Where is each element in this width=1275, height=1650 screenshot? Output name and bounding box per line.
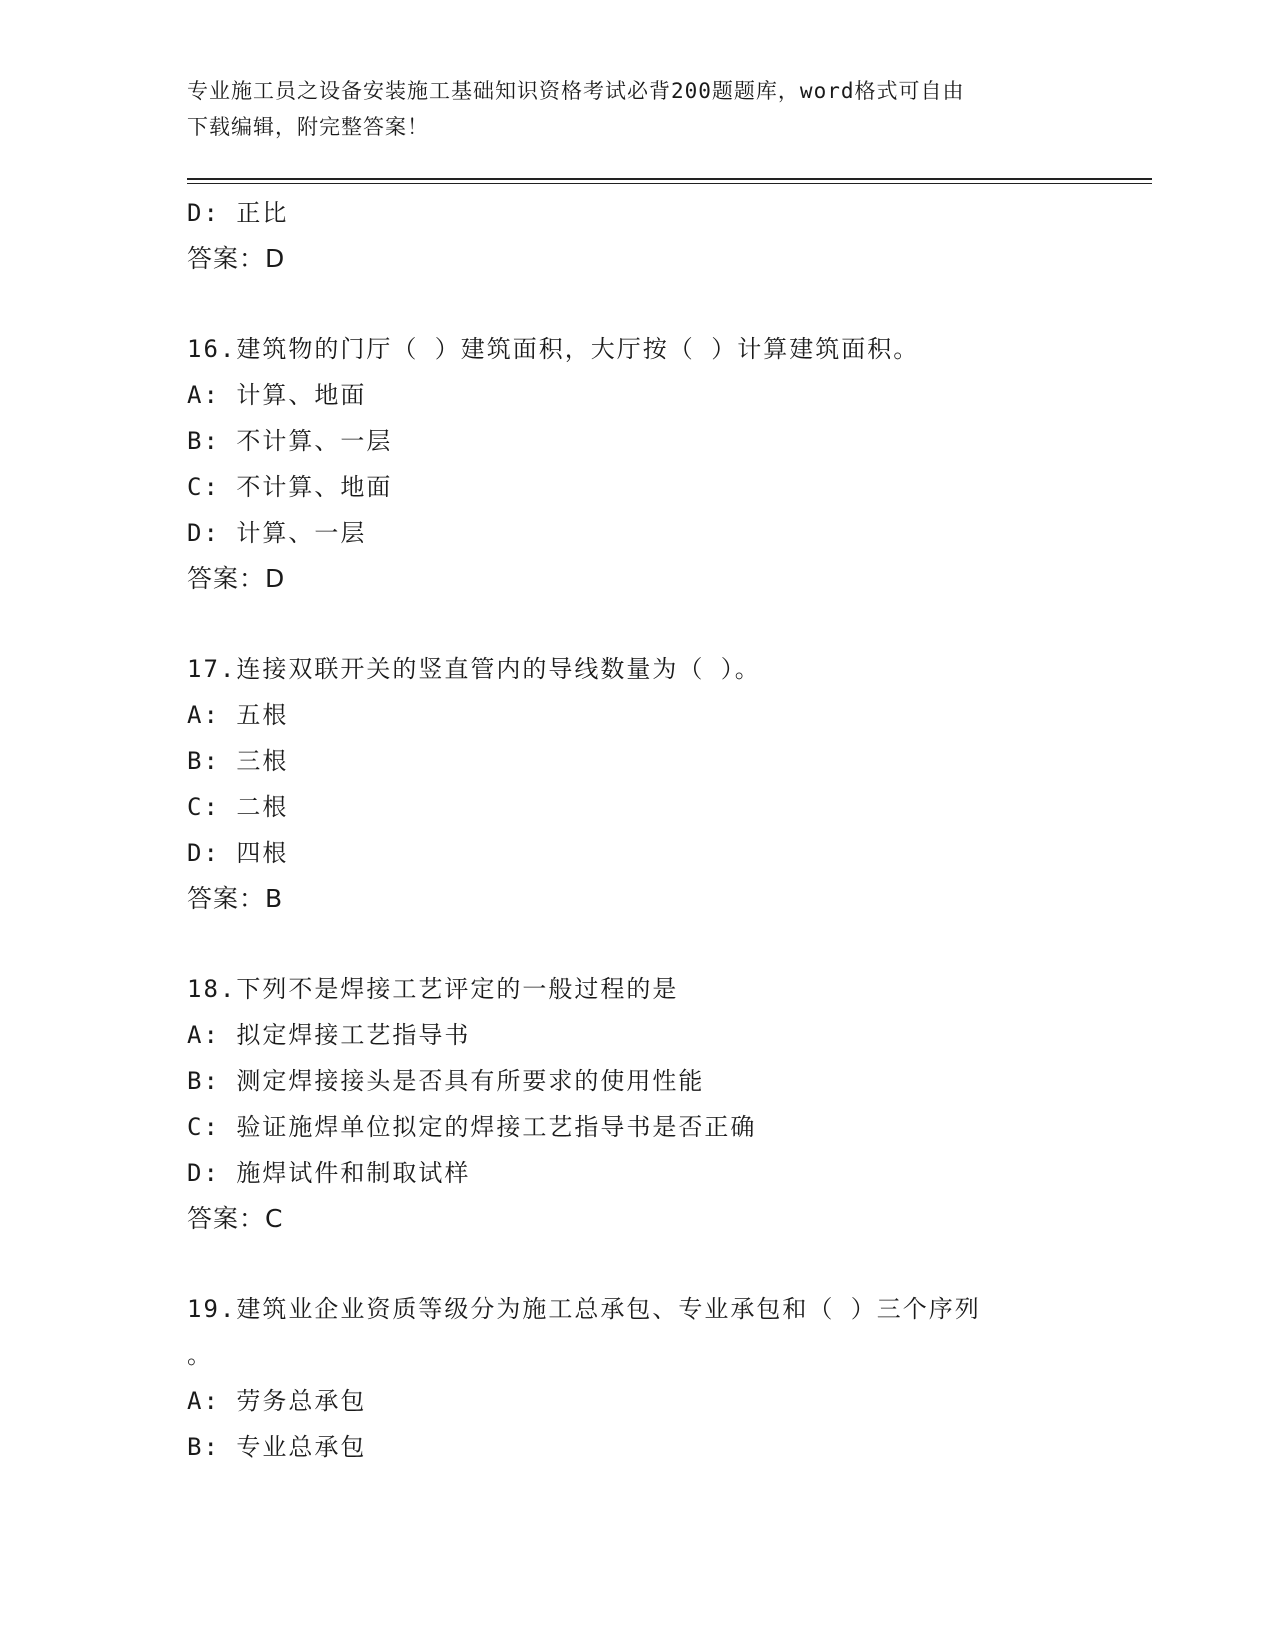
option-a: A: 劳务总承包 (187, 1387, 367, 1415)
option-b: B: 三根 (187, 747, 289, 775)
answer: 答案：D (187, 564, 286, 593)
spacer (187, 922, 1087, 966)
option-d: D: 正比 (187, 199, 289, 227)
option-d: D: 计算、一层 (187, 519, 367, 547)
option-b: B: 测定焊接接头是否具有所要求的使用性能 (187, 1067, 705, 1095)
header-line-2: 下载编辑，附完整答案！ (187, 115, 429, 139)
question-stem: 17.连接双联开关的竖直管内的导线数量为（ ）。 (187, 655, 761, 683)
question-19 (187, 1286, 1087, 1470)
question-content (187, 190, 1087, 1470)
option-c: C: 不计算、地面 (187, 473, 393, 501)
header-divider (187, 178, 1152, 184)
spacer (187, 1242, 1087, 1286)
question-stem: 18.下列不是焊接工艺评定的一般过程的是 (187, 975, 679, 1003)
option-b: B: 专业总承包 (187, 1433, 367, 1461)
answer: 答案：C (187, 1204, 284, 1233)
answer: 答案：B (187, 884, 284, 913)
page-header (187, 73, 1087, 145)
option-c: C: 验证施焊单位拟定的焊接工艺指导书是否正确 (187, 1113, 757, 1141)
option-c: C: 二根 (187, 793, 289, 821)
header-line-1: 专业施工员之设备安装施工基础知识资格考试必背200题题库，word格式可自由 (187, 79, 965, 103)
option-a: A: 拟定焊接工艺指导书 (187, 1021, 471, 1049)
spacer (187, 282, 1087, 326)
option-a: A: 五根 (187, 701, 289, 729)
question-16 (187, 326, 1087, 602)
question-stem-continuation: 。 (187, 1341, 213, 1369)
question-18 (187, 966, 1087, 1242)
option-d: D: 施焊试件和制取试样 (187, 1159, 471, 1187)
option-a: A: 计算、地面 (187, 381, 367, 409)
question-stem: 16.建筑物的门厅（ ）建筑面积，大厅按（ ）计算建筑面积。 (187, 335, 920, 363)
option-d: D: 四根 (187, 839, 289, 867)
option-b: B: 不计算、一层 (187, 427, 393, 455)
answer: 答案：D (187, 244, 286, 273)
question-17 (187, 646, 1087, 922)
question-stem: 19.建筑业企业资质等级分为施工总承包、专业承包和（ ）三个序列 (187, 1295, 981, 1323)
spacer (187, 602, 1087, 646)
